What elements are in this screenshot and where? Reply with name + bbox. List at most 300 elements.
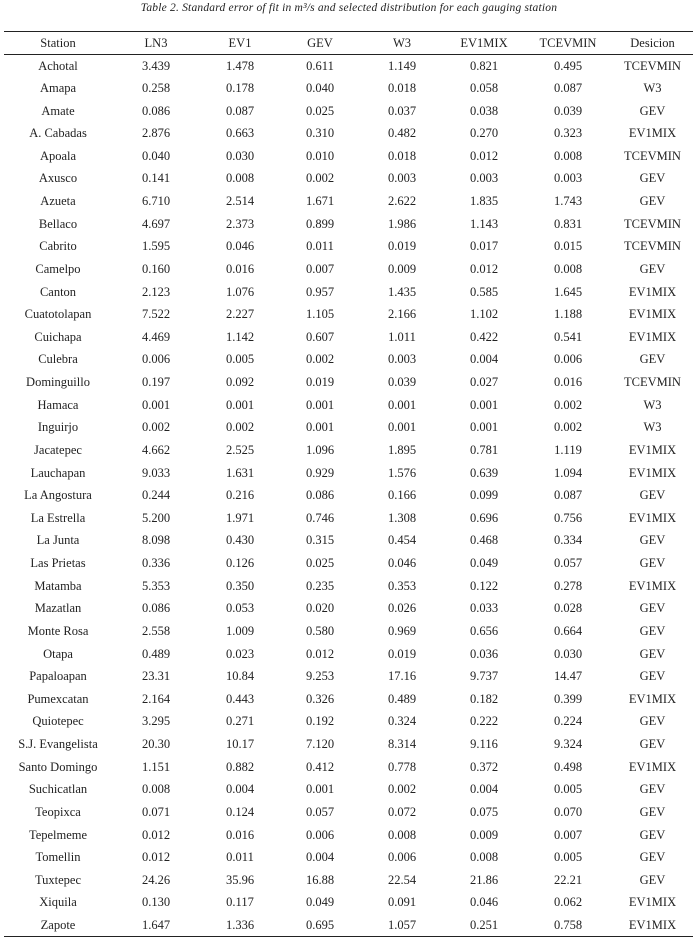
- cell-desicion: GEV: [639, 103, 666, 118]
- cell-gev: 0.607: [305, 329, 335, 344]
- cell-tcevmin: 0.005: [553, 850, 583, 865]
- cell-ev1mix: 0.001: [469, 420, 499, 435]
- cell-ev1mix: 0.046: [469, 895, 499, 910]
- cell-ev1: 2.514: [225, 194, 255, 209]
- cell-tcevmin: 0.664: [553, 623, 583, 638]
- cell-w3: 0.778: [387, 759, 417, 774]
- cell-ev1: 0.178: [225, 80, 255, 95]
- cell-tcevmin: 1.094: [553, 465, 583, 480]
- table-row: [4, 620, 693, 643]
- table-row: [4, 484, 693, 507]
- cell-station: Quiotepec: [32, 714, 84, 729]
- cell-ev1mix: 0.001: [469, 397, 499, 412]
- cell-station: Cuichapa: [34, 329, 82, 344]
- cell-ev1mix: 0.372: [469, 759, 499, 774]
- cell-ev1: 2.525: [225, 442, 255, 457]
- cell-tcevmin: 0.758: [524, 914, 612, 937]
- cell-station: Amapa: [39, 80, 77, 95]
- cell-ln3: 0.086: [141, 103, 171, 118]
- cell-w3: 0.046: [387, 556, 417, 571]
- cell-w3: 0.037: [387, 103, 417, 118]
- cell-ev1mix: 0.004: [469, 782, 499, 797]
- cell-station: Jacatepec: [34, 442, 82, 457]
- table-row: [4, 552, 693, 575]
- cell-station: Monte Rosa: [27, 623, 89, 638]
- table-row: [4, 371, 693, 394]
- cell-tcevmin: 0.224: [553, 714, 583, 729]
- cell-tcevmin: 0.334: [553, 533, 583, 548]
- table-row: [4, 439, 693, 462]
- cell-station: Apoala: [39, 148, 77, 163]
- cell-tcevmin: 0.030: [553, 646, 583, 661]
- cell-ev1: 0.216: [225, 488, 255, 503]
- cell-tcevmin: 9.324: [553, 737, 583, 752]
- cell-desicion: W3: [643, 420, 662, 435]
- cell-gev: 0.611: [306, 58, 334, 73]
- cell-ev1mix: 0.036: [469, 646, 499, 661]
- cell-ev1mix: 0.251: [444, 914, 524, 937]
- cell-station: Dominguillo: [26, 375, 90, 390]
- table-row: [4, 733, 693, 756]
- cell-gev: 0.001: [305, 782, 335, 797]
- cell-tcevmin: 0.495: [553, 58, 583, 73]
- table-row: [4, 326, 693, 349]
- cell-station: Cuatotolapan: [24, 307, 92, 322]
- cell-ev1mix: 0.656: [469, 623, 499, 638]
- cell-ev1mix: 0.049: [469, 556, 499, 571]
- cell-ev1: 1.971: [225, 510, 255, 525]
- cell-ev1mix: 0.009: [469, 827, 499, 842]
- cell-tcevmin: 0.087: [553, 488, 583, 503]
- cell-gev: 1.671: [305, 194, 335, 209]
- cell-tcevmin: 1.645: [553, 284, 583, 299]
- cell-ln3: 1.595: [141, 239, 171, 254]
- cell-w3: 0.018: [387, 80, 417, 95]
- cell-gev: 0.040: [305, 80, 335, 95]
- cell-ln3: 0.071: [141, 804, 171, 819]
- cell-desicion: EV1MIX: [628, 442, 677, 457]
- table-row: [4, 213, 693, 236]
- cell-w3: 0.489: [387, 691, 417, 706]
- cell-station: Hamaca: [37, 397, 79, 412]
- table-row: [4, 575, 693, 598]
- cell-ev1: 0.117: [226, 895, 254, 910]
- cell-desicion: EV1MIX: [612, 914, 693, 937]
- cell-tcevmin: 0.087: [553, 80, 583, 95]
- header-row: [4, 32, 693, 55]
- cell-ln3: 4.469: [141, 329, 171, 344]
- cell-station: Tomellin: [35, 850, 81, 865]
- cell-w3: 0.039: [387, 375, 417, 390]
- cell-ln3: 0.001: [141, 397, 171, 412]
- cell-desicion: GEV: [639, 737, 666, 752]
- table-row: [4, 190, 693, 213]
- cell-w3: 0.969: [387, 623, 417, 638]
- table-body: [4, 55, 693, 937]
- cell-w3: 0.008: [387, 827, 417, 842]
- cell-ev1: 0.008: [225, 171, 255, 186]
- cell-ev1: 0.004: [225, 782, 255, 797]
- cell-ev1: 0.001: [225, 397, 255, 412]
- cell-station: Tuxtepec: [34, 872, 82, 887]
- cell-ln3: 0.008: [141, 782, 171, 797]
- cell-station: Teopixca: [35, 804, 81, 819]
- cell-tcevmin: 0.541: [553, 329, 583, 344]
- cell-desicion: EV1MIX: [628, 578, 677, 593]
- cell-ev1: 0.443: [225, 691, 255, 706]
- cell-tcevmin: 0.006: [553, 352, 583, 367]
- cell-ev1mix: 0.468: [469, 533, 499, 548]
- cell-station: Canton: [39, 284, 77, 299]
- cell-ev1mix: 9.737: [469, 669, 499, 684]
- cell-desicion: TCEVMIN: [624, 375, 681, 390]
- cell-ev1: 1.076: [225, 284, 255, 299]
- cell-ln3: 9.033: [141, 465, 171, 480]
- cell-ln3: 2.123: [141, 284, 171, 299]
- cell-ln3: 0.002: [141, 420, 171, 435]
- cell-ev1: 0.882: [225, 759, 255, 774]
- cell-w3: 0.009: [387, 261, 417, 276]
- table-row: [4, 507, 693, 530]
- cell-ev1mix: 0.027: [469, 375, 499, 390]
- cell-station: Achotal: [38, 58, 78, 73]
- cell-station: Mazatlan: [34, 601, 82, 616]
- cell-gev: 7.120: [305, 737, 335, 752]
- cell-gev: 0.001: [305, 420, 335, 435]
- cell-tcevmin: 0.008: [553, 261, 583, 276]
- cell-ev1mix: 9.116: [470, 737, 498, 752]
- cell-gev: 0.326: [305, 691, 335, 706]
- cell-station: Axusco: [38, 171, 78, 186]
- cell-ln3: 8.098: [141, 533, 171, 548]
- cell-ev1: 2.373: [225, 216, 255, 231]
- cell-gev: 0.019: [305, 375, 335, 390]
- table-row: [4, 892, 693, 915]
- cell-w3: 0.026: [387, 601, 417, 616]
- cell-w3: 0.018: [387, 148, 417, 163]
- cell-ev1mix: 1.835: [469, 194, 499, 209]
- cell-w3: 1.435: [387, 284, 417, 299]
- cell-ev1: 0.092: [225, 375, 255, 390]
- cell-gev: 0.011: [306, 239, 334, 254]
- cell-ln3: 0.012: [141, 850, 171, 865]
- cell-ln3: 5.353: [141, 578, 171, 593]
- cell-ev1mix: 0.270: [469, 126, 499, 141]
- cell-desicion: EV1MIX: [628, 284, 677, 299]
- cell-ln3: 0.258: [141, 80, 171, 95]
- cell-w3: 8.314: [387, 737, 417, 752]
- cell-tcevmin: 0.039: [553, 103, 583, 118]
- cell-ev1mix: 0.122: [469, 578, 499, 593]
- cell-station: La Junta: [36, 533, 80, 548]
- cell-gev: 9.253: [305, 669, 335, 684]
- cell-ln3: 0.489: [141, 646, 171, 661]
- cell-ev1mix: 0.182: [469, 691, 499, 706]
- cell-tcevmin: 1.188: [553, 307, 583, 322]
- cell-gev: 0.580: [305, 623, 335, 638]
- table-row: [4, 122, 693, 145]
- cell-ev1: 0.124: [225, 804, 255, 819]
- cell-tcevmin: 0.015: [553, 239, 583, 254]
- cell-desicion: GEV: [639, 850, 666, 865]
- cell-desicion: EV1MIX: [628, 465, 677, 480]
- cell-gev: 0.695: [280, 914, 360, 937]
- cell-ln3: 0.086: [141, 601, 171, 616]
- cell-ln3: 23.31: [141, 669, 171, 684]
- cell-ev1: 0.350: [225, 578, 255, 593]
- header-ev1: EV1: [228, 36, 252, 50]
- cell-ln3: 2.876: [141, 126, 171, 141]
- cell-ev1: 10.84: [225, 669, 255, 684]
- cell-ev1mix: 0.058: [469, 80, 499, 95]
- cell-desicion: GEV: [639, 601, 666, 616]
- cell-desicion: EV1MIX: [628, 895, 677, 910]
- cell-gev: 0.002: [305, 171, 335, 186]
- cell-ev1: 1.631: [225, 465, 255, 480]
- cell-desicion: GEV: [639, 533, 666, 548]
- cell-station: La Estrella: [30, 510, 86, 525]
- cell-tcevmin: 0.005: [553, 782, 583, 797]
- cell-desicion: GEV: [639, 488, 666, 503]
- cell-ln3: 6.710: [141, 194, 171, 209]
- cell-tcevmin: 0.002: [553, 397, 583, 412]
- cell-gev: 0.746: [305, 510, 335, 525]
- cell-ln3: 0.160: [141, 261, 171, 276]
- cell-desicion: GEV: [639, 556, 666, 571]
- table-row: [4, 846, 693, 869]
- cell-gev: 0.929: [305, 465, 335, 480]
- cell-tcevmin: 0.007: [553, 827, 583, 842]
- cell-desicion: EV1MIX: [628, 307, 677, 322]
- cell-station: Papaloapan: [29, 669, 87, 684]
- cell-ev1: 10.17: [225, 737, 255, 752]
- cell-gev: 0.006: [305, 827, 335, 842]
- cell-station: Otapa: [43, 646, 73, 661]
- table-row: [4, 258, 693, 281]
- cell-gev: 0.010: [305, 148, 335, 163]
- cell-desicion: GEV: [639, 782, 666, 797]
- cell-desicion: GEV: [639, 261, 666, 276]
- cell-tcevmin: 0.278: [553, 578, 583, 593]
- cell-ln3: 0.141: [141, 171, 171, 186]
- cell-ev1: 1.336: [200, 914, 280, 937]
- cell-w3: 0.003: [387, 352, 417, 367]
- table-row: [4, 869, 693, 892]
- cell-gev: 0.315: [305, 533, 335, 548]
- cell-ln3: 1.647: [112, 914, 200, 937]
- cell-ev1mix: 0.422: [469, 329, 499, 344]
- cell-ev1mix: 0.075: [469, 804, 499, 819]
- cell-station: Inguirjo: [37, 420, 79, 435]
- cell-ln3: 2.164: [141, 691, 171, 706]
- cell-gev: 0.086: [305, 488, 335, 503]
- cell-ev1mix: 0.038: [469, 103, 499, 118]
- cell-station: Azueta: [40, 194, 76, 209]
- cell-station: Las Prietas: [30, 556, 86, 571]
- cell-ev1: 1.478: [225, 58, 255, 73]
- cell-w3: 0.002: [387, 782, 417, 797]
- table-row: [4, 145, 693, 168]
- table-row: [4, 281, 693, 304]
- header-gev: GEV: [307, 36, 333, 50]
- cell-tcevmin: 0.062: [553, 895, 583, 910]
- header-ev1mix: EV1MIX: [460, 36, 508, 50]
- cell-w3: 2.622: [387, 194, 417, 209]
- cell-ev1mix: 0.821: [469, 58, 499, 73]
- cell-ln3: 24.26: [141, 872, 171, 887]
- cell-tcevmin: 0.498: [553, 759, 583, 774]
- cell-w3: 2.166: [387, 307, 417, 322]
- cell-gev: 0.012: [305, 646, 335, 661]
- header-station: Station: [40, 36, 76, 50]
- cell-station: Santo Domingo: [18, 759, 98, 774]
- cell-ev1mix: 0.639: [469, 465, 499, 480]
- cell-desicion: EV1MIX: [628, 691, 677, 706]
- cell-desicion: GEV: [639, 669, 666, 684]
- cell-tcevmin: 0.003: [553, 171, 583, 186]
- cell-desicion: GEV: [639, 827, 666, 842]
- cell-ev1mix: 0.696: [469, 510, 499, 525]
- cell-station: Culebra: [38, 352, 78, 367]
- cell-gev: 0.412: [305, 759, 335, 774]
- table-row: [4, 824, 693, 847]
- cell-desicion: EV1MIX: [628, 510, 677, 525]
- cell-desicion: TCEVMIN: [624, 58, 681, 73]
- cell-ev1: 0.046: [225, 239, 255, 254]
- cell-gev: 0.004: [305, 850, 335, 865]
- table-row: [4, 417, 693, 440]
- station-error-table: [4, 31, 693, 937]
- cell-tcevmin: 0.016: [553, 375, 583, 390]
- cell-tcevmin: 0.002: [553, 420, 583, 435]
- cell-ev1: 2.227: [225, 307, 255, 322]
- table-row: [4, 55, 693, 78]
- cell-w3: 0.353: [387, 578, 417, 593]
- cell-w3: 17.16: [387, 669, 417, 684]
- table-row: [4, 688, 693, 711]
- cell-ln3: 0.006: [141, 352, 171, 367]
- cell-w3: 1.057: [360, 914, 444, 937]
- cell-ev1: 0.271: [225, 714, 255, 729]
- cell-station: Matamba: [34, 578, 82, 593]
- cell-desicion: GEV: [639, 714, 666, 729]
- cell-w3: 0.003: [387, 171, 417, 186]
- table-row: [4, 394, 693, 417]
- cell-ln3: 1.151: [141, 759, 171, 774]
- header-ln3: LN3: [144, 36, 168, 50]
- table-row: [4, 756, 693, 779]
- cell-desicion: W3: [643, 80, 662, 95]
- cell-tcevmin: 0.323: [553, 126, 583, 141]
- cell-desicion: GEV: [639, 872, 666, 887]
- cell-desicion: TCEVMIN: [624, 148, 681, 163]
- cell-w3: 1.011: [388, 329, 416, 344]
- cell-tcevmin: 0.028: [553, 601, 583, 616]
- table-row: [4, 779, 693, 802]
- cell-ev1mix: 0.017: [469, 239, 499, 254]
- cell-desicion: GEV: [639, 646, 666, 661]
- cell-gev: 0.057: [305, 804, 335, 819]
- cell-ev1: 0.053: [225, 601, 255, 616]
- cell-tcevmin: 0.399: [553, 691, 583, 706]
- cell-desicion: GEV: [639, 623, 666, 638]
- cell-w3: 0.091: [387, 895, 417, 910]
- cell-w3: 1.576: [387, 465, 417, 480]
- cell-ev1mix: 0.222: [469, 714, 499, 729]
- header-tcevmin: TCEVMIN: [539, 36, 597, 50]
- cell-ev1mix: 0.099: [469, 488, 499, 503]
- table-row: [4, 100, 693, 123]
- cell-ln3: 20.30: [141, 737, 171, 752]
- cell-desicion: EV1MIX: [628, 126, 677, 141]
- cell-ev1: 35.96: [225, 872, 255, 887]
- cell-ev1: 0.030: [225, 148, 255, 163]
- table-row: [4, 462, 693, 485]
- cell-ln3: 2.558: [141, 623, 171, 638]
- cell-tcevmin: 0.070: [553, 804, 583, 819]
- cell-gev: 16.88: [305, 872, 335, 887]
- table-row: [4, 598, 693, 621]
- cell-station: Zapote: [4, 914, 112, 937]
- cell-ln3: 7.522: [141, 307, 171, 322]
- cell-ev1: 0.005: [225, 352, 255, 367]
- cell-ln3: 5.200: [141, 510, 171, 525]
- cell-ln3: 0.197: [141, 375, 171, 390]
- cell-w3: 0.482: [387, 126, 417, 141]
- cell-w3: 0.166: [387, 488, 417, 503]
- cell-ev1mix: 0.008: [469, 850, 499, 865]
- cell-desicion: W3: [643, 397, 662, 412]
- cell-station: Amate: [41, 103, 75, 118]
- cell-ev1: 1.009: [225, 623, 255, 638]
- cell-ev1mix: 1.143: [469, 216, 499, 231]
- cell-station: S.J. Evangelista: [18, 737, 98, 752]
- cell-station: Cabrito: [39, 239, 77, 254]
- cell-station: Pumexcatan: [27, 691, 89, 706]
- cell-ev1: 0.023: [225, 646, 255, 661]
- cell-gev: 0.001: [305, 397, 335, 412]
- cell-station: Xiquila: [39, 895, 77, 910]
- cell-gev: 0.899: [305, 216, 335, 231]
- cell-gev: 0.007: [305, 261, 335, 276]
- cell-w3: 0.019: [387, 646, 417, 661]
- cell-gev: 0.049: [305, 895, 335, 910]
- cell-ev1mix: 1.102: [469, 307, 499, 322]
- cell-ev1: 0.002: [225, 420, 255, 435]
- cell-desicion: TCEVMIN: [624, 216, 681, 231]
- table-row: [4, 711, 693, 734]
- cell-desicion: EV1MIX: [628, 759, 677, 774]
- cell-ev1: 0.430: [225, 533, 255, 548]
- table-row: [4, 665, 693, 688]
- cell-tcevmin: 0.756: [553, 510, 583, 525]
- cell-ev1mix: 21.86: [469, 872, 499, 887]
- cell-gev: 0.310: [305, 126, 335, 141]
- cell-w3: 0.324: [387, 714, 417, 729]
- cell-w3: 0.019: [387, 239, 417, 254]
- cell-tcevmin: 22.21: [553, 872, 583, 887]
- cell-w3: 1.149: [387, 58, 417, 73]
- cell-gev: 0.957: [305, 284, 335, 299]
- cell-ev1mix: 0.033: [469, 601, 499, 616]
- cell-ln3: 0.336: [141, 556, 171, 571]
- cell-desicion: GEV: [639, 194, 666, 209]
- cell-desicion: TCEVMIN: [624, 239, 681, 254]
- cell-ev1mix: 0.003: [469, 171, 499, 186]
- cell-gev: 0.002: [305, 352, 335, 367]
- cell-tcevmin: 14.47: [553, 669, 583, 684]
- cell-w3: 0.006: [387, 850, 417, 865]
